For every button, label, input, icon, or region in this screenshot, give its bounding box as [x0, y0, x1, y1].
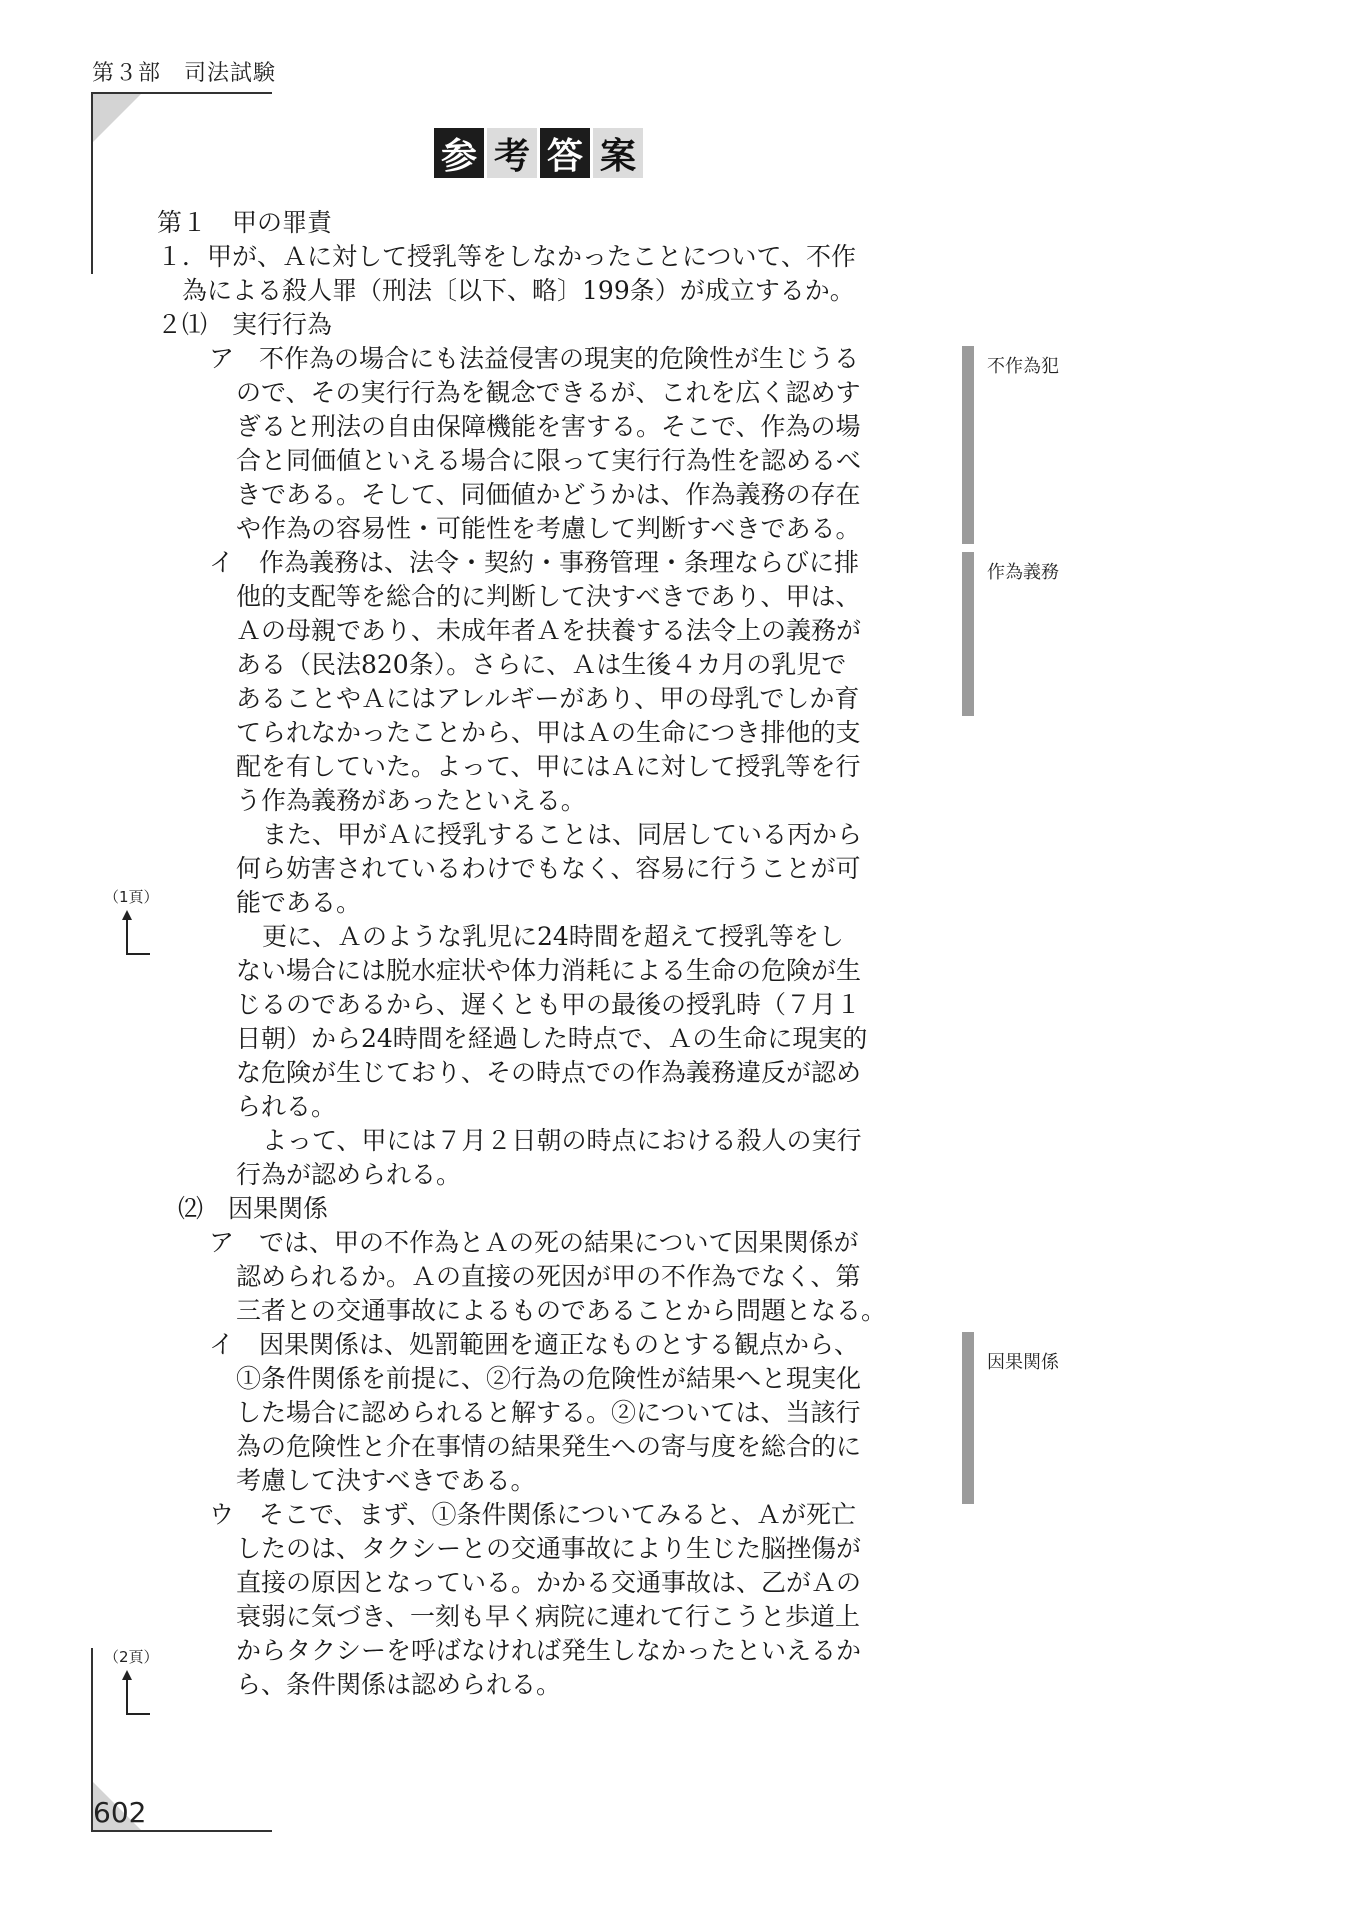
- text-line: きである。そして、同価値かどうかは、作為義務の存在: [236, 480, 861, 509]
- text-line: Ａの母親であり、未成年者Ａを扶養する法令上の義務が: [236, 616, 862, 645]
- heading-first: 第１ 甲の罪責: [157, 208, 333, 237]
- section-title: [434, 128, 643, 178]
- text-line: や作為の容易性・可能性を考慮して判断すべきである。: [236, 514, 861, 543]
- text-line: 配を有していた。よって、甲にはＡに対して授乳等を行: [236, 752, 861, 781]
- text-line: ない場合には脱水症状や体力消耗による生命の危険が生: [236, 956, 862, 985]
- margin-bar-sakui-gimu: [962, 552, 974, 716]
- text-line: な危険が生じており、その時点での作為義務違反が認め: [236, 1058, 862, 1087]
- text-line: てられなかったことから、甲はＡの生命につき排他的支: [236, 718, 861, 747]
- footer-rule: [92, 1830, 272, 1832]
- title-char: 参: [434, 128, 484, 178]
- text-line: 為の危険性と介在事情の結果発生への寄与度を総合的に: [236, 1432, 862, 1461]
- text-line: 何ら妨害されているわけでもなく、容易に行うことが可: [236, 854, 861, 883]
- heading-jikkou: ２⑴ 実行行為: [157, 310, 333, 339]
- page-ref-arrow-icon: [118, 906, 152, 958]
- text-line: した場合に認められると解する。②については、当該行: [236, 1398, 861, 1427]
- corner-decoration-top: [93, 94, 141, 142]
- margin-bar-fusakui: [962, 346, 974, 544]
- text-line: ので、その実行行為を観念できるが、これを広く認めす: [236, 378, 861, 407]
- title-char: 考: [487, 128, 537, 178]
- text-line: 為による殺人罪（刑法〔以下、略〕199条）が成立するか。: [182, 276, 855, 305]
- margin-note-inga: 因果関係: [987, 1352, 1059, 1373]
- text-line: 能である。: [236, 888, 362, 917]
- text-line: あることやＡにはアレルギーがあり、甲の母乳でしか育: [236, 684, 860, 713]
- text-line: ら、条件関係は認められる。: [236, 1670, 562, 1699]
- text-line: 更に、Ａのような乳児に24時間を超えて授乳等をし: [262, 922, 844, 951]
- margin-note-fusakui: 不作為犯: [987, 356, 1059, 377]
- title-char: 答: [540, 128, 590, 178]
- text-line: したのは、タクシーとの交通事故により生じた脳挫傷が: [236, 1534, 862, 1563]
- text-line: ①条件関係を前提に、②行為の危険性が結果へと現実化: [236, 1364, 862, 1393]
- text-line: 行為が認められる。: [236, 1160, 462, 1189]
- heading-inga: ⑵ 因果関係: [178, 1194, 329, 1223]
- text-line: 他的支配等を総合的に判断して決すべきであり、甲は、: [236, 582, 861, 611]
- text-line: ア 不作為の場合にも法益侵害の現実的危険性が生じうる: [209, 344, 860, 373]
- text-line: イ 作為義務は、法令・契約・事務管理・条理ならびに排: [209, 548, 860, 577]
- text-line: ウ そこで、まず、①条件関係についてみると、Ａが死亡: [209, 1500, 857, 1529]
- text-line: １．甲が、Ａに対して授乳等をしなかったことについて、不作: [157, 242, 857, 271]
- text-line: られる。: [236, 1092, 337, 1121]
- page-ref-arrow-icon: [118, 1666, 152, 1718]
- text-line: じるのであるから、遅くとも甲の最後の授乳時（７月１: [236, 990, 862, 1019]
- text-line: 三者との交通事故によるものであることから問題となる。: [236, 1296, 887, 1325]
- text-line: ある（民法820条）。さらに、Ａは生後４カ月の乳児で: [236, 650, 847, 679]
- text-line: 認められるか。Ａの直接の死因が甲の不作為でなく、第: [236, 1262, 861, 1291]
- title-char: 案: [593, 128, 643, 178]
- margin-note-sakui-gimu: 作為義務: [987, 562, 1059, 583]
- text-line: ぎると刑法の自由保障機能を害する。そこで、作為の場: [236, 412, 861, 441]
- page-number: 602: [93, 1796, 147, 1829]
- text-line: 衰弱に気づき、一刻も早く病院に連れて行こうと歩道上: [236, 1602, 861, 1631]
- text-line: 日朝）から24時間を経過した時点で、Ａの生命に現実的: [236, 1024, 868, 1053]
- text-line: 合と同価値といえる場合に限って実行行為性を認めるべ: [236, 446, 862, 475]
- text-line: また、甲がＡに授乳することは、同居している丙から: [262, 820, 863, 849]
- text-line: イ 因果関係は、処罰範囲を適正なものとする観点から、: [209, 1330, 860, 1359]
- text-line: ア では、甲の不作為とＡの死の結果について因果関係が: [209, 1228, 859, 1257]
- text-line: 考慮して決すべきである。: [236, 1466, 536, 1495]
- section-header: 第３部 司法試験: [92, 61, 277, 86]
- page-ref-2: （2頁）: [104, 1648, 159, 1666]
- text-line: う作為義務があったといえる。: [236, 786, 586, 815]
- text-line: からタクシーを呼ばなければ発生しなかったといえるか: [236, 1636, 862, 1665]
- margin-bar-inga: [962, 1332, 974, 1504]
- page-ref-1: （1頁）: [104, 888, 159, 906]
- text-line: よって、甲には７月２日朝の時点における殺人の実行: [262, 1126, 862, 1155]
- text-line: 直接の原因となっている。かかる交通事故は、乙がＡの: [236, 1568, 862, 1597]
